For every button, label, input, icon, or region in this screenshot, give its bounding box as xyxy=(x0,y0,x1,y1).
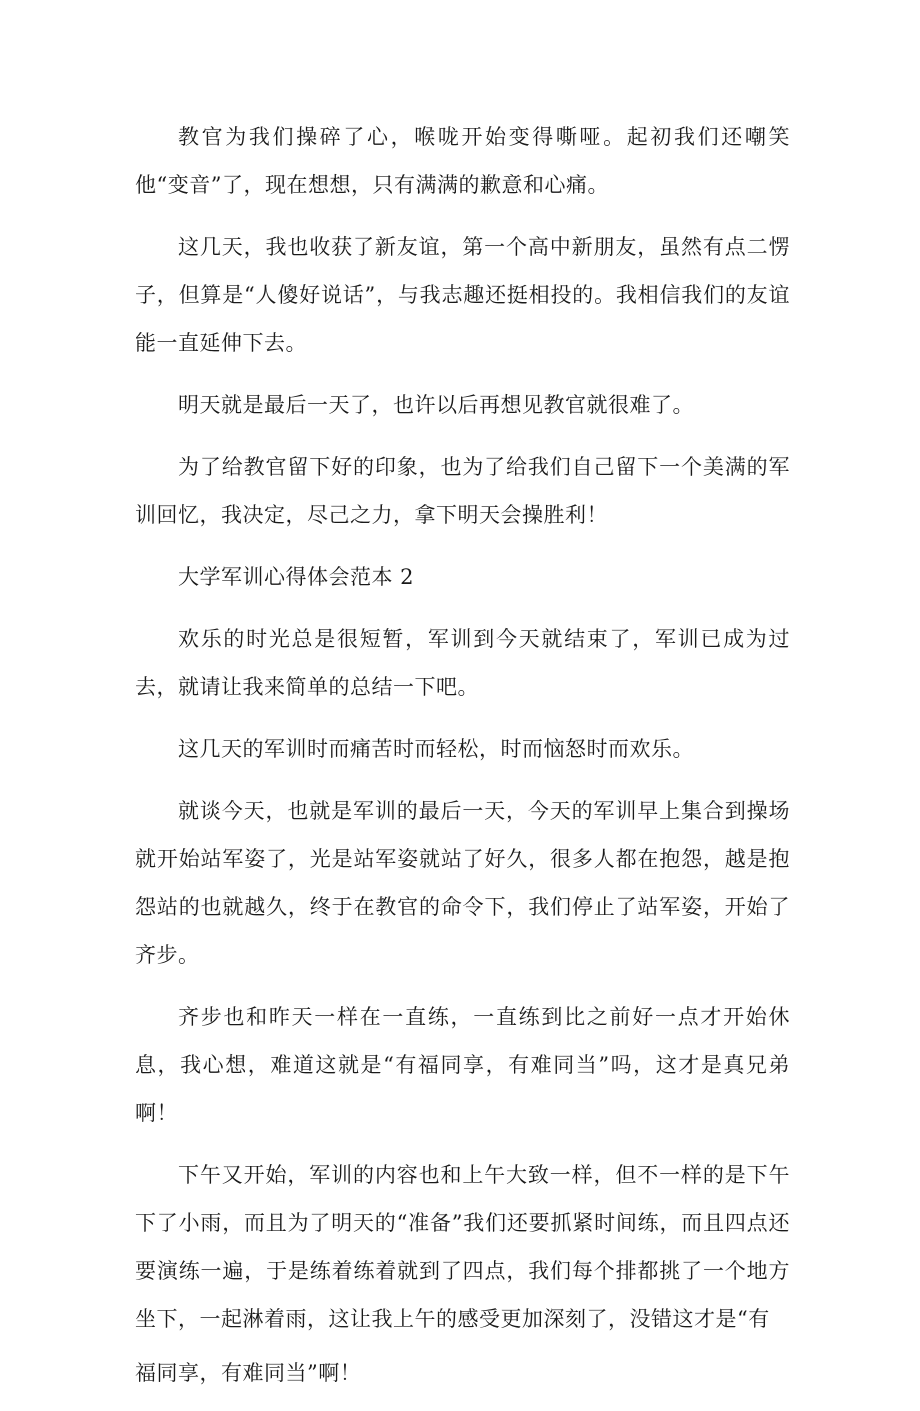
paragraph-closing-line: 福同享，有难同当”啊！ xyxy=(135,1361,362,1385)
section-heading: 大学军训心得体会范本 2 xyxy=(178,565,415,589)
paragraph-win-drill: 为了给教官留下好的印象，也为了给我们自己留下一个美满的军训回忆，我决定，尽己之力，拿下明天会操胜利！ xyxy=(135,455,790,527)
document-body xyxy=(135,113,790,1411)
paragraph-instructor-voice: 教官为我们操碎了心，喉咙开始变得嘶哑。起初我们还嘲笑他“变音”了，现在想想，只有满满的歉意和心痛。 xyxy=(135,125,790,197)
paragraph-last-day-tomorrow: 明天就是最后一天了，也许以后再想见教官就很难了。 xyxy=(178,393,694,417)
paragraph-standing-posture: 就谈今天，也就是军训的最后一天，今天的军训早上集合到操场就开始站军姿了，光是站军姿就站了好久，很多人都在抱怨，越是抱怨站的也就越久，终于在教官的命令下，我们停止了站军姿，开始了齐步。 xyxy=(135,799,790,967)
paragraph-training-ends: 欢乐的时光总是很短暂，军训到今天就结束了，军训已成为过去，就请让我来简单的总结一下吧。 xyxy=(135,627,790,699)
paragraph-afternoon-rain: 下午又开始，军训的内容也和上午大致一样，但不一样的是下午下了小雨，而且为了明天的“准备”我们还要抓紧时间练，而且四点还要演练一遍，于是练着练着就到了四点，我们每个排都挑了一个地方坐下，一起淋着雨，这让我上午的感受更加深刻了，没错这才是“有 xyxy=(135,1163,790,1331)
paragraph-mixed-feelings: 这几天的军训时而痛苦时而轻松，时而恼怒时而欢乐。 xyxy=(178,737,694,761)
paragraph-new-friendship: 这几天，我也收获了新友谊，第一个高中新朋友，虽然有点二愣子，但算是“人傻好说话”，与我志趣还挺相投的。我相信我们的友谊能一直延伸下去。 xyxy=(135,235,790,355)
paragraph-marching: 齐步也和昨天一样在一直练，一直练到比之前好一点才开始休息，我心想，难道这就是“有福同享，有难同当”吗，这才是真兄弟啊！ xyxy=(135,1005,790,1125)
